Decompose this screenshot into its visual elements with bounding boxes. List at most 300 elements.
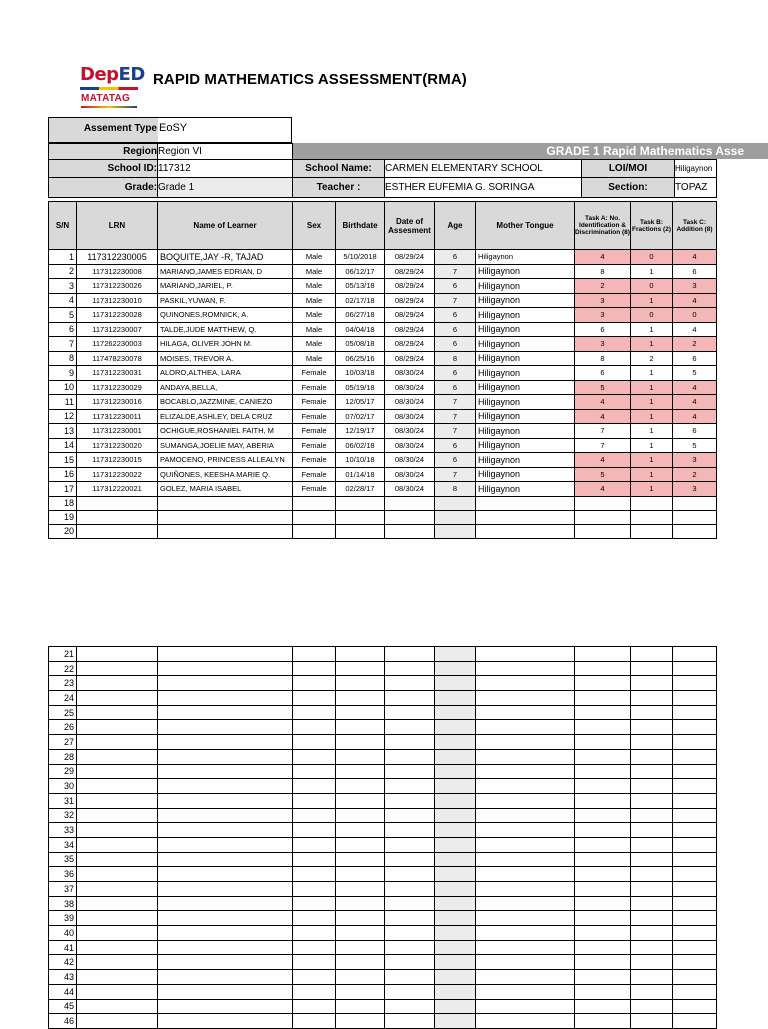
empty-cell[interactable]	[385, 808, 435, 823]
empty-cell[interactable]	[631, 808, 673, 823]
row-task-a[interactable]: 4	[575, 395, 631, 410]
empty-cell[interactable]	[385, 896, 435, 911]
row-task-b[interactable]: 1	[631, 467, 673, 482]
empty-cell[interactable]	[293, 764, 336, 779]
empty-cell[interactable]	[385, 882, 435, 897]
empty-cell[interactable]	[77, 793, 158, 808]
empty-cell[interactable]	[158, 896, 293, 911]
empty-cell[interactable]	[476, 926, 575, 941]
row-task-b[interactable]: 1	[631, 380, 673, 395]
row-mother-tongue[interactable]: Hiligaynon	[476, 351, 575, 366]
empty-cell[interactable]	[673, 837, 717, 852]
empty-cell[interactable]	[631, 926, 673, 941]
empty-cell[interactable]	[476, 940, 575, 955]
empty-cell[interactable]	[336, 999, 385, 1014]
row-assessment-date[interactable]: 08/29/24	[385, 250, 435, 265]
empty-cell[interactable]	[435, 882, 476, 897]
empty-cell[interactable]	[631, 720, 673, 735]
row-learner-name[interactable]: ANDAYA,BELLA,	[158, 380, 293, 395]
empty-cell[interactable]	[575, 955, 631, 970]
empty-cell[interactable]	[575, 510, 631, 524]
row-birthdate[interactable]: 12/19/17	[336, 424, 385, 439]
empty-cell[interactable]	[476, 496, 575, 510]
empty-cell[interactable]	[336, 882, 385, 897]
empty-cell[interactable]	[293, 955, 336, 970]
empty-cell[interactable]	[77, 999, 158, 1014]
empty-cell[interactable]	[385, 940, 435, 955]
row-mother-tongue[interactable]: Hiligaynon	[476, 409, 575, 424]
empty-cell[interactable]	[158, 764, 293, 779]
empty-cell[interactable]	[575, 837, 631, 852]
empty-cell[interactable]	[293, 882, 336, 897]
empty-cell[interactable]	[631, 647, 673, 662]
row-birthdate[interactable]: 02/28/17	[336, 482, 385, 497]
empty-cell[interactable]	[293, 867, 336, 882]
row-birthdate[interactable]: 06/12/17	[336, 264, 385, 279]
row-sex[interactable]: Female	[293, 424, 336, 439]
empty-cell[interactable]	[336, 837, 385, 852]
empty-cell[interactable]	[575, 823, 631, 838]
row-task-a[interactable]: 2	[575, 279, 631, 294]
empty-cell[interactable]	[336, 647, 385, 662]
loi-value[interactable]: Hiligaynon	[675, 160, 717, 178]
row-sex[interactable]: Male	[293, 279, 336, 294]
row-birthdate[interactable]: 06/27/18	[336, 308, 385, 323]
row-mother-tongue[interactable]: Hiligaynon	[476, 438, 575, 453]
row-task-c[interactable]: 4	[673, 250, 717, 265]
row-task-c[interactable]: 0	[673, 308, 717, 323]
row-task-c[interactable]: 5	[673, 438, 717, 453]
row-sex[interactable]: Male	[293, 337, 336, 352]
row-task-a[interactable]: 8	[575, 351, 631, 366]
empty-cell[interactable]	[385, 764, 435, 779]
row-sex[interactable]: Female	[293, 366, 336, 381]
empty-cell[interactable]	[476, 676, 575, 691]
empty-cell[interactable]	[385, 510, 435, 524]
empty-cell[interactable]	[631, 691, 673, 706]
row-assessment-date[interactable]: 08/30/24	[385, 424, 435, 439]
empty-cell[interactable]	[631, 970, 673, 985]
empty-cell[interactable]	[673, 970, 717, 985]
empty-cell[interactable]	[476, 808, 575, 823]
row-mother-tongue[interactable]: Hiligaynon	[476, 395, 575, 410]
empty-cell[interactable]	[435, 970, 476, 985]
row-assessment-date[interactable]: 08/29/24	[385, 351, 435, 366]
row-assessment-date[interactable]: 08/30/24	[385, 409, 435, 424]
row-mother-tongue[interactable]: Hiligaynon	[476, 293, 575, 308]
empty-cell[interactable]	[435, 940, 476, 955]
empty-cell[interactable]	[336, 496, 385, 510]
row-sex[interactable]: Male	[293, 264, 336, 279]
empty-cell[interactable]	[158, 661, 293, 676]
row-learner-name[interactable]: BOCABLO,JAZZMINE, CANIEZO	[158, 395, 293, 410]
row-lrn[interactable]: 117312230016	[77, 395, 158, 410]
empty-cell[interactable]	[631, 735, 673, 750]
empty-cell[interactable]	[631, 510, 673, 524]
row-lrn[interactable]: 117312230011	[77, 409, 158, 424]
empty-cell[interactable]	[476, 896, 575, 911]
row-learner-name[interactable]: TALDE,JUDE MATTHEW, Q.	[158, 322, 293, 337]
row-assessment-date[interactable]: 08/29/24	[385, 279, 435, 294]
row-mother-tongue[interactable]: Hiligaynon	[476, 380, 575, 395]
empty-cell[interactable]	[631, 496, 673, 510]
empty-cell[interactable]	[293, 984, 336, 999]
empty-cell[interactable]	[575, 926, 631, 941]
row-learner-name[interactable]: SUMANGA,JOELIE MAY, ABERIA	[158, 438, 293, 453]
empty-cell[interactable]	[385, 691, 435, 706]
empty-cell[interactable]	[575, 793, 631, 808]
empty-cell[interactable]	[435, 779, 476, 794]
empty-cell[interactable]	[575, 720, 631, 735]
empty-cell[interactable]	[476, 524, 575, 538]
empty-cell[interactable]	[476, 999, 575, 1014]
empty-cell[interactable]	[575, 999, 631, 1014]
row-task-a[interactable]: 5	[575, 380, 631, 395]
empty-cell[interactable]	[77, 647, 158, 662]
empty-cell[interactable]	[385, 867, 435, 882]
empty-cell[interactable]	[673, 896, 717, 911]
row-lrn[interactable]: 117312220021	[77, 482, 158, 497]
row-birthdate[interactable]: 10/03/18	[336, 366, 385, 381]
row-task-a[interactable]: 5	[575, 467, 631, 482]
empty-cell[interactable]	[435, 735, 476, 750]
empty-cell[interactable]	[293, 823, 336, 838]
empty-cell[interactable]	[293, 926, 336, 941]
empty-cell[interactable]	[673, 1014, 717, 1029]
empty-cell[interactable]	[476, 1014, 575, 1029]
row-task-c[interactable]: 4	[673, 395, 717, 410]
row-lrn[interactable]: 117312230008	[77, 264, 158, 279]
empty-cell[interactable]	[158, 720, 293, 735]
row-assessment-date[interactable]: 08/29/24	[385, 308, 435, 323]
empty-cell[interactable]	[293, 852, 336, 867]
row-task-a[interactable]: 4	[575, 453, 631, 468]
empty-cell[interactable]	[673, 867, 717, 882]
row-sex[interactable]: Female	[293, 467, 336, 482]
empty-cell[interactable]	[673, 808, 717, 823]
empty-cell[interactable]	[575, 691, 631, 706]
empty-cell[interactable]	[435, 705, 476, 720]
empty-cell[interactable]	[435, 793, 476, 808]
row-assessment-date[interactable]: 08/30/24	[385, 380, 435, 395]
empty-cell[interactable]	[631, 955, 673, 970]
empty-cell[interactable]	[385, 524, 435, 538]
empty-cell[interactable]	[293, 749, 336, 764]
empty-cell[interactable]	[476, 852, 575, 867]
row-learner-name[interactable]: PASKIL,YUWAN, F.	[158, 293, 293, 308]
empty-cell[interactable]	[476, 647, 575, 662]
empty-cell[interactable]	[673, 749, 717, 764]
empty-cell[interactable]	[575, 661, 631, 676]
row-mother-tongue[interactable]: Hiligaynon	[476, 424, 575, 439]
row-lrn[interactable]: 117312230007	[77, 322, 158, 337]
row-sex[interactable]: Male	[293, 293, 336, 308]
empty-cell[interactable]	[158, 779, 293, 794]
empty-cell[interactable]	[575, 970, 631, 985]
grade-value[interactable]: Grade 1	[158, 178, 293, 198]
empty-cell[interactable]	[435, 661, 476, 676]
empty-cell[interactable]	[293, 496, 336, 510]
empty-cell[interactable]	[673, 720, 717, 735]
row-mother-tongue[interactable]: Hiligaynon	[476, 308, 575, 323]
row-assessment-date[interactable]: 08/30/24	[385, 395, 435, 410]
empty-cell[interactable]	[435, 896, 476, 911]
empty-cell[interactable]	[77, 691, 158, 706]
empty-cell[interactable]	[575, 524, 631, 538]
row-sex[interactable]: Female	[293, 409, 336, 424]
empty-cell[interactable]	[158, 837, 293, 852]
empty-cell[interactable]	[77, 496, 158, 510]
empty-cell[interactable]	[77, 510, 158, 524]
empty-cell[interactable]	[77, 926, 158, 941]
empty-cell[interactable]	[476, 779, 575, 794]
row-task-b[interactable]: 1	[631, 293, 673, 308]
row-task-a[interactable]: 3	[575, 308, 631, 323]
school-name-value[interactable]: CARMEN ELEMENTARY SCHOOL	[385, 160, 582, 178]
empty-cell[interactable]	[336, 779, 385, 794]
empty-cell[interactable]	[158, 882, 293, 897]
row-lrn[interactable]: 117312230029	[77, 380, 158, 395]
row-learner-name[interactable]: MOISES, TREVOR A.	[158, 351, 293, 366]
row-task-a[interactable]: 4	[575, 482, 631, 497]
row-task-c[interactable]: 6	[673, 351, 717, 366]
row-birthdate[interactable]: 5/10/2018	[336, 250, 385, 265]
empty-cell[interactable]	[673, 984, 717, 999]
row-task-b[interactable]: 1	[631, 453, 673, 468]
row-task-a[interactable]: 3	[575, 337, 631, 352]
row-learner-name[interactable]: ELIZALDE,ASHLEY, DELA CRUZ	[158, 409, 293, 424]
empty-cell[interactable]	[631, 984, 673, 999]
row-task-a[interactable]: 4	[575, 409, 631, 424]
empty-cell[interactable]	[385, 793, 435, 808]
empty-cell[interactable]	[476, 510, 575, 524]
empty-cell[interactable]	[158, 911, 293, 926]
empty-cell[interactable]	[673, 524, 717, 538]
row-task-c[interactable]: 4	[673, 293, 717, 308]
row-task-c[interactable]: 3	[673, 279, 717, 294]
empty-cell[interactable]	[336, 911, 385, 926]
empty-cell[interactable]	[158, 647, 293, 662]
row-birthdate[interactable]: 05/08/18	[336, 337, 385, 352]
row-task-b[interactable]: 0	[631, 308, 673, 323]
row-mother-tongue[interactable]: Hiligaynon	[476, 366, 575, 381]
empty-cell[interactable]	[385, 823, 435, 838]
empty-cell[interactable]	[158, 926, 293, 941]
empty-cell[interactable]	[293, 999, 336, 1014]
empty-cell[interactable]	[435, 984, 476, 999]
row-sex[interactable]: Male	[293, 250, 336, 265]
empty-cell[interactable]	[631, 764, 673, 779]
row-mother-tongue[interactable]: Hiligaynon	[476, 467, 575, 482]
empty-cell[interactable]	[631, 749, 673, 764]
row-sex[interactable]: Female	[293, 395, 336, 410]
empty-cell[interactable]	[673, 926, 717, 941]
empty-cell[interactable]	[673, 661, 717, 676]
empty-cell[interactable]	[77, 720, 158, 735]
row-birthdate[interactable]: 02/17/18	[336, 293, 385, 308]
empty-cell[interactable]	[336, 970, 385, 985]
empty-cell[interactable]	[336, 793, 385, 808]
row-assessment-date[interactable]: 08/29/24	[385, 264, 435, 279]
empty-cell[interactable]	[158, 984, 293, 999]
empty-cell[interactable]	[385, 496, 435, 510]
empty-cell[interactable]	[673, 676, 717, 691]
empty-cell[interactable]	[631, 867, 673, 882]
empty-cell[interactable]	[385, 735, 435, 750]
empty-cell[interactable]	[435, 691, 476, 706]
row-task-c[interactable]: 2	[673, 337, 717, 352]
row-lrn[interactable]: 117312230020	[77, 438, 158, 453]
empty-cell[interactable]	[575, 496, 631, 510]
empty-cell[interactable]	[293, 970, 336, 985]
row-task-b[interactable]: 2	[631, 351, 673, 366]
row-lrn[interactable]: 117478230078	[77, 351, 158, 366]
empty-cell[interactable]	[293, 510, 336, 524]
empty-cell[interactable]	[435, 999, 476, 1014]
row-sex[interactable]: Male	[293, 322, 336, 337]
empty-cell[interactable]	[476, 984, 575, 999]
empty-cell[interactable]	[293, 837, 336, 852]
empty-cell[interactable]	[336, 510, 385, 524]
empty-cell[interactable]	[77, 1014, 158, 1029]
empty-cell[interactable]	[77, 676, 158, 691]
empty-cell[interactable]	[385, 837, 435, 852]
empty-cell[interactable]	[293, 896, 336, 911]
row-assessment-date[interactable]: 08/29/24	[385, 293, 435, 308]
row-task-b[interactable]: 1	[631, 482, 673, 497]
empty-cell[interactable]	[336, 661, 385, 676]
school-id-value[interactable]: 117312	[158, 160, 293, 178]
empty-cell[interactable]	[435, 647, 476, 662]
empty-cell[interactable]	[575, 911, 631, 926]
empty-cell[interactable]	[476, 970, 575, 985]
empty-cell[interactable]	[476, 911, 575, 926]
empty-cell[interactable]	[631, 793, 673, 808]
empty-cell[interactable]	[293, 735, 336, 750]
empty-cell[interactable]	[385, 1014, 435, 1029]
row-task-b[interactable]: 1	[631, 337, 673, 352]
empty-cell[interactable]	[673, 735, 717, 750]
empty-cell[interactable]	[673, 911, 717, 926]
empty-cell[interactable]	[575, 808, 631, 823]
row-lrn[interactable]: 117312230031	[77, 366, 158, 381]
empty-cell[interactable]	[476, 793, 575, 808]
empty-cell[interactable]	[575, 940, 631, 955]
row-sex[interactable]: Female	[293, 380, 336, 395]
empty-cell[interactable]	[77, 911, 158, 926]
row-sex[interactable]: Male	[293, 351, 336, 366]
empty-cell[interactable]	[336, 524, 385, 538]
empty-cell[interactable]	[385, 676, 435, 691]
empty-cell[interactable]	[435, 720, 476, 735]
empty-cell[interactable]	[158, 749, 293, 764]
empty-cell[interactable]	[293, 1014, 336, 1029]
empty-cell[interactable]	[385, 955, 435, 970]
empty-cell[interactable]	[77, 852, 158, 867]
row-task-b[interactable]: 0	[631, 279, 673, 294]
empty-cell[interactable]	[293, 808, 336, 823]
row-task-b[interactable]: 1	[631, 366, 673, 381]
empty-cell[interactable]	[575, 779, 631, 794]
empty-cell[interactable]	[336, 764, 385, 779]
empty-cell[interactable]	[673, 823, 717, 838]
empty-cell[interactable]	[385, 749, 435, 764]
row-sex[interactable]: Female	[293, 438, 336, 453]
empty-cell[interactable]	[336, 955, 385, 970]
row-lrn[interactable]: 117312230028	[77, 308, 158, 323]
row-task-a[interactable]: 3	[575, 293, 631, 308]
region-value[interactable]: Region VI	[158, 144, 293, 160]
empty-cell[interactable]	[158, 808, 293, 823]
empty-cell[interactable]	[673, 999, 717, 1014]
empty-cell[interactable]	[575, 852, 631, 867]
empty-cell[interactable]	[435, 808, 476, 823]
empty-cell[interactable]	[158, 1014, 293, 1029]
empty-cell[interactable]	[336, 823, 385, 838]
empty-cell[interactable]	[293, 793, 336, 808]
empty-cell[interactable]	[385, 647, 435, 662]
empty-cell[interactable]	[673, 852, 717, 867]
empty-cell[interactable]	[77, 735, 158, 750]
row-assessment-date[interactable]: 08/30/24	[385, 482, 435, 497]
empty-cell[interactable]	[476, 661, 575, 676]
empty-cell[interactable]	[77, 940, 158, 955]
empty-cell[interactable]	[435, 837, 476, 852]
row-lrn[interactable]: 117312230010	[77, 293, 158, 308]
empty-cell[interactable]	[158, 793, 293, 808]
row-task-b[interactable]: 1	[631, 409, 673, 424]
row-task-b[interactable]: 1	[631, 424, 673, 439]
empty-cell[interactable]	[673, 691, 717, 706]
row-mother-tongue[interactable]: Hiligaynon	[476, 264, 575, 279]
empty-cell[interactable]	[293, 705, 336, 720]
empty-cell[interactable]	[77, 524, 158, 538]
row-birthdate[interactable]: 05/19/18	[336, 380, 385, 395]
empty-cell[interactable]	[293, 647, 336, 662]
empty-cell[interactable]	[293, 691, 336, 706]
empty-cell[interactable]	[673, 764, 717, 779]
empty-cell[interactable]	[336, 852, 385, 867]
empty-cell[interactable]	[293, 940, 336, 955]
row-assessment-date[interactable]: 08/30/24	[385, 453, 435, 468]
empty-cell[interactable]	[476, 749, 575, 764]
empty-cell[interactable]	[631, 779, 673, 794]
empty-cell[interactable]	[673, 705, 717, 720]
row-assessment-date[interactable]: 08/29/24	[385, 322, 435, 337]
empty-cell[interactable]	[385, 999, 435, 1014]
empty-cell[interactable]	[336, 940, 385, 955]
empty-cell[interactable]	[336, 867, 385, 882]
empty-cell[interactable]	[631, 661, 673, 676]
empty-cell[interactable]	[476, 764, 575, 779]
row-learner-name[interactable]: PAMOCENO, PRINCESS ALLEALYN	[158, 453, 293, 468]
empty-cell[interactable]	[435, 867, 476, 882]
assessment-type-value[interactable]: EoSY	[158, 118, 291, 142]
empty-cell[interactable]	[476, 691, 575, 706]
empty-cell[interactable]	[77, 867, 158, 882]
row-assessment-date[interactable]: 08/29/24	[385, 337, 435, 352]
empty-cell[interactable]	[385, 852, 435, 867]
empty-cell[interactable]	[158, 496, 293, 510]
row-birthdate[interactable]: 12/05/17	[336, 395, 385, 410]
empty-cell[interactable]	[631, 911, 673, 926]
empty-cell[interactable]	[575, 749, 631, 764]
empty-cell[interactable]	[631, 896, 673, 911]
row-assessment-date[interactable]: 08/30/24	[385, 366, 435, 381]
empty-cell[interactable]	[476, 823, 575, 838]
row-mother-tongue[interactable]: Hiligaynon	[476, 482, 575, 497]
row-lrn[interactable]: 117312230001	[77, 424, 158, 439]
